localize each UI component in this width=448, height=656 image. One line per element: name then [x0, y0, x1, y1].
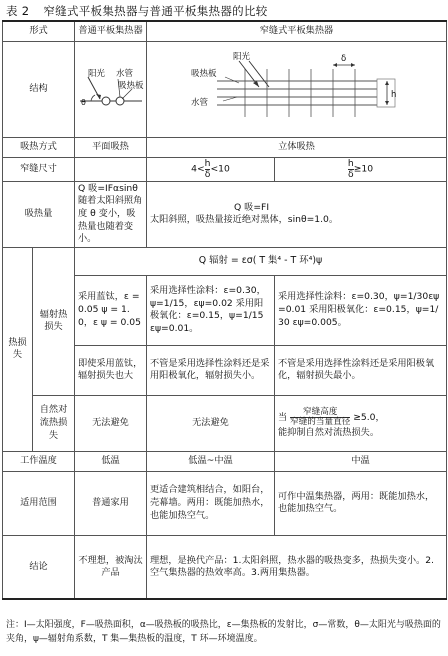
work-temp-ordinary: 低温: [75, 451, 147, 471]
radiation-formula: Q 辐射 = εσ( T 集⁴ - T 环⁴)ψ: [75, 247, 447, 275]
radiation-result-ordinary: 即使采用蓝钛，辐射损失也大: [75, 345, 147, 395]
comparison-table-body: [2, 20, 447, 600]
convection-prefix: 当: [278, 411, 288, 423]
row-gap-size: [3, 157, 447, 181]
gap-size-right: [275, 157, 447, 181]
label-absorber-narrow: 吸热板: [190, 69, 217, 79]
header-form-cell: 形式: [3, 21, 75, 41]
heat-absorb-narrow-text: 太阳斜照，吸热量接近绝对黑体，sinθ=1.0。: [150, 214, 339, 226]
radiation-result-mid: 不管是采用选择性涂料还是采用阳极氧化，辐射损失小。: [147, 345, 275, 395]
ordinary-collector-diagram: [76, 43, 146, 135]
work-temp-label: 工作温度: [3, 451, 75, 471]
gap-left-bound: 4<: [191, 163, 205, 175]
radiation-result-right: 不管是采用选择性涂料还是采用阳极氧化，辐射损失最小。: [275, 345, 447, 395]
narrow-collector-diagram: [177, 43, 417, 135]
absorb-mode-ordinary: 平面吸热: [75, 137, 147, 157]
narrow-structure-diagram: [147, 41, 447, 137]
heat-absorb-ordinary: Q 吸=IFαsinθ 随着太阳斜照角度 θ 变小，吸热量也随着变小。: [75, 181, 147, 247]
label-h: h: [390, 90, 396, 100]
heat-absorb-label: 吸热量: [3, 181, 75, 247]
absorb-mode-narrow: 立体吸热: [147, 137, 447, 157]
convection-ratio-line: [278, 408, 443, 427]
convection-right: [275, 395, 447, 451]
radiation-params-ordinary: 采用蓝钛，ε = 0.05 ψ = 1.0，ε ψ = 0.05: [75, 275, 147, 345]
work-temp-mid: 低温~中温: [147, 451, 275, 471]
scope-mid: 更适合建筑相结合，如阳台，壳幕墙。两用：既能加热水，也能加热空气。: [147, 471, 275, 535]
heat-absorb-narrow: [147, 181, 447, 247]
table-title: 窄缝式平板集热器与普通平板集热器的比较: [43, 4, 268, 18]
convection-ratio-den: 窄缝的当量直径: [290, 416, 351, 427]
convection-right-text: 能抑制自然对流热损失。: [278, 426, 380, 438]
gap-ratio-den: δ: [204, 168, 211, 180]
label-absorber: 吸热板: [117, 81, 144, 91]
row-convection: [3, 395, 447, 451]
gap-ratio-num-right: h: [347, 157, 354, 169]
row-scope: [3, 471, 447, 535]
table-number: 表 2: [6, 4, 30, 18]
heat-loss-label: 热损失: [3, 247, 33, 451]
radiation-params-right: 采用选择性涂料：ε=0.30，ψ=1/30εψ=0.01 采用阳极氧化：ε=0.15，ψ=1/30 εψ=0.005。: [275, 275, 447, 345]
label-water-pipe-narrow: 水管: [190, 98, 208, 108]
gap-ratio-num: h: [204, 157, 211, 169]
scope-right: 可作中温集热器，两用：既能加热水，也能加热空气。: [275, 471, 447, 535]
row-absorb-mode: [3, 137, 447, 157]
radiation-loss-label: 辐射热损失: [33, 247, 75, 395]
convection-suffix: ≥5.0，: [353, 411, 385, 423]
gap-size-ordinary: [75, 157, 147, 181]
gap-size-label: 窄缝尺寸: [3, 157, 75, 181]
row-structure: [3, 41, 447, 137]
row-work-temp: [3, 451, 447, 471]
conclusion-ordinary: 不理想，被淘汰产品: [75, 535, 147, 599]
structure-label: 结构: [3, 41, 75, 137]
gap-right-bound: <10: [210, 163, 230, 175]
label-sun-narrow: 阳光: [232, 52, 250, 62]
heat-absorb-formula: Q 吸=FI: [234, 201, 270, 213]
scope-ordinary: 普通家用: [75, 471, 147, 535]
label-water-pipe: 水管: [115, 69, 133, 79]
ordinary-structure-diagram: [75, 41, 147, 137]
convection-ratio: [290, 408, 350, 427]
conclusion-narrow: 理想，是换代产品：1.太阳斜照，热水器的吸热变多，热损失变小。2.空气集热器的热效率高。3.两用集热器。: [147, 535, 447, 599]
table-caption: [6, 3, 268, 19]
conclusion-label: 结论: [3, 535, 75, 599]
scope-label: 适用范围: [3, 471, 75, 535]
radiation-params-mid: 采用选择性涂料：ε=0.30，ψ=1/15，εψ=0.02 采用阳极氧化：ε=0.15，ψ=1/15 εψ=0.01。: [147, 275, 275, 345]
row-header: [3, 21, 447, 41]
convection-mid: 无法避免: [147, 395, 275, 451]
row-radiation-formula: [3, 247, 447, 275]
convection-ordinary: 无法避免: [75, 395, 147, 451]
row-conclusion: [3, 535, 447, 599]
table-note: 注：I—太阳强度，F—吸热面积，α—吸热板的吸热比，ε—集热板的发射比，σ—常数，θ—太阳光与吸热面的夹角，ψ—辐射角系数，T 集—集热板的温度，T 环—环境温度。: [6, 620, 441, 644]
convection-ratio-num: 窄缝高度: [303, 406, 338, 417]
work-temp-right: 中温: [275, 451, 447, 471]
label-theta: θ: [80, 98, 86, 107]
label-sun: 阳光: [87, 69, 105, 79]
header-narrow-cell: 窄缝式平板集热器: [147, 21, 447, 41]
row-heat-absorb: [3, 181, 447, 247]
absorb-mode-label: 吸热方式: [3, 137, 75, 157]
label-delta: δ: [340, 54, 346, 64]
gap-ratio-den-right: δ: [347, 168, 354, 180]
convection-label: 自然对流热损失: [33, 395, 75, 451]
header-ordinary-cell: 普通平板集热器: [75, 21, 147, 41]
gap-geq: ≥10: [353, 163, 374, 175]
gap-size-mid: [147, 157, 275, 181]
